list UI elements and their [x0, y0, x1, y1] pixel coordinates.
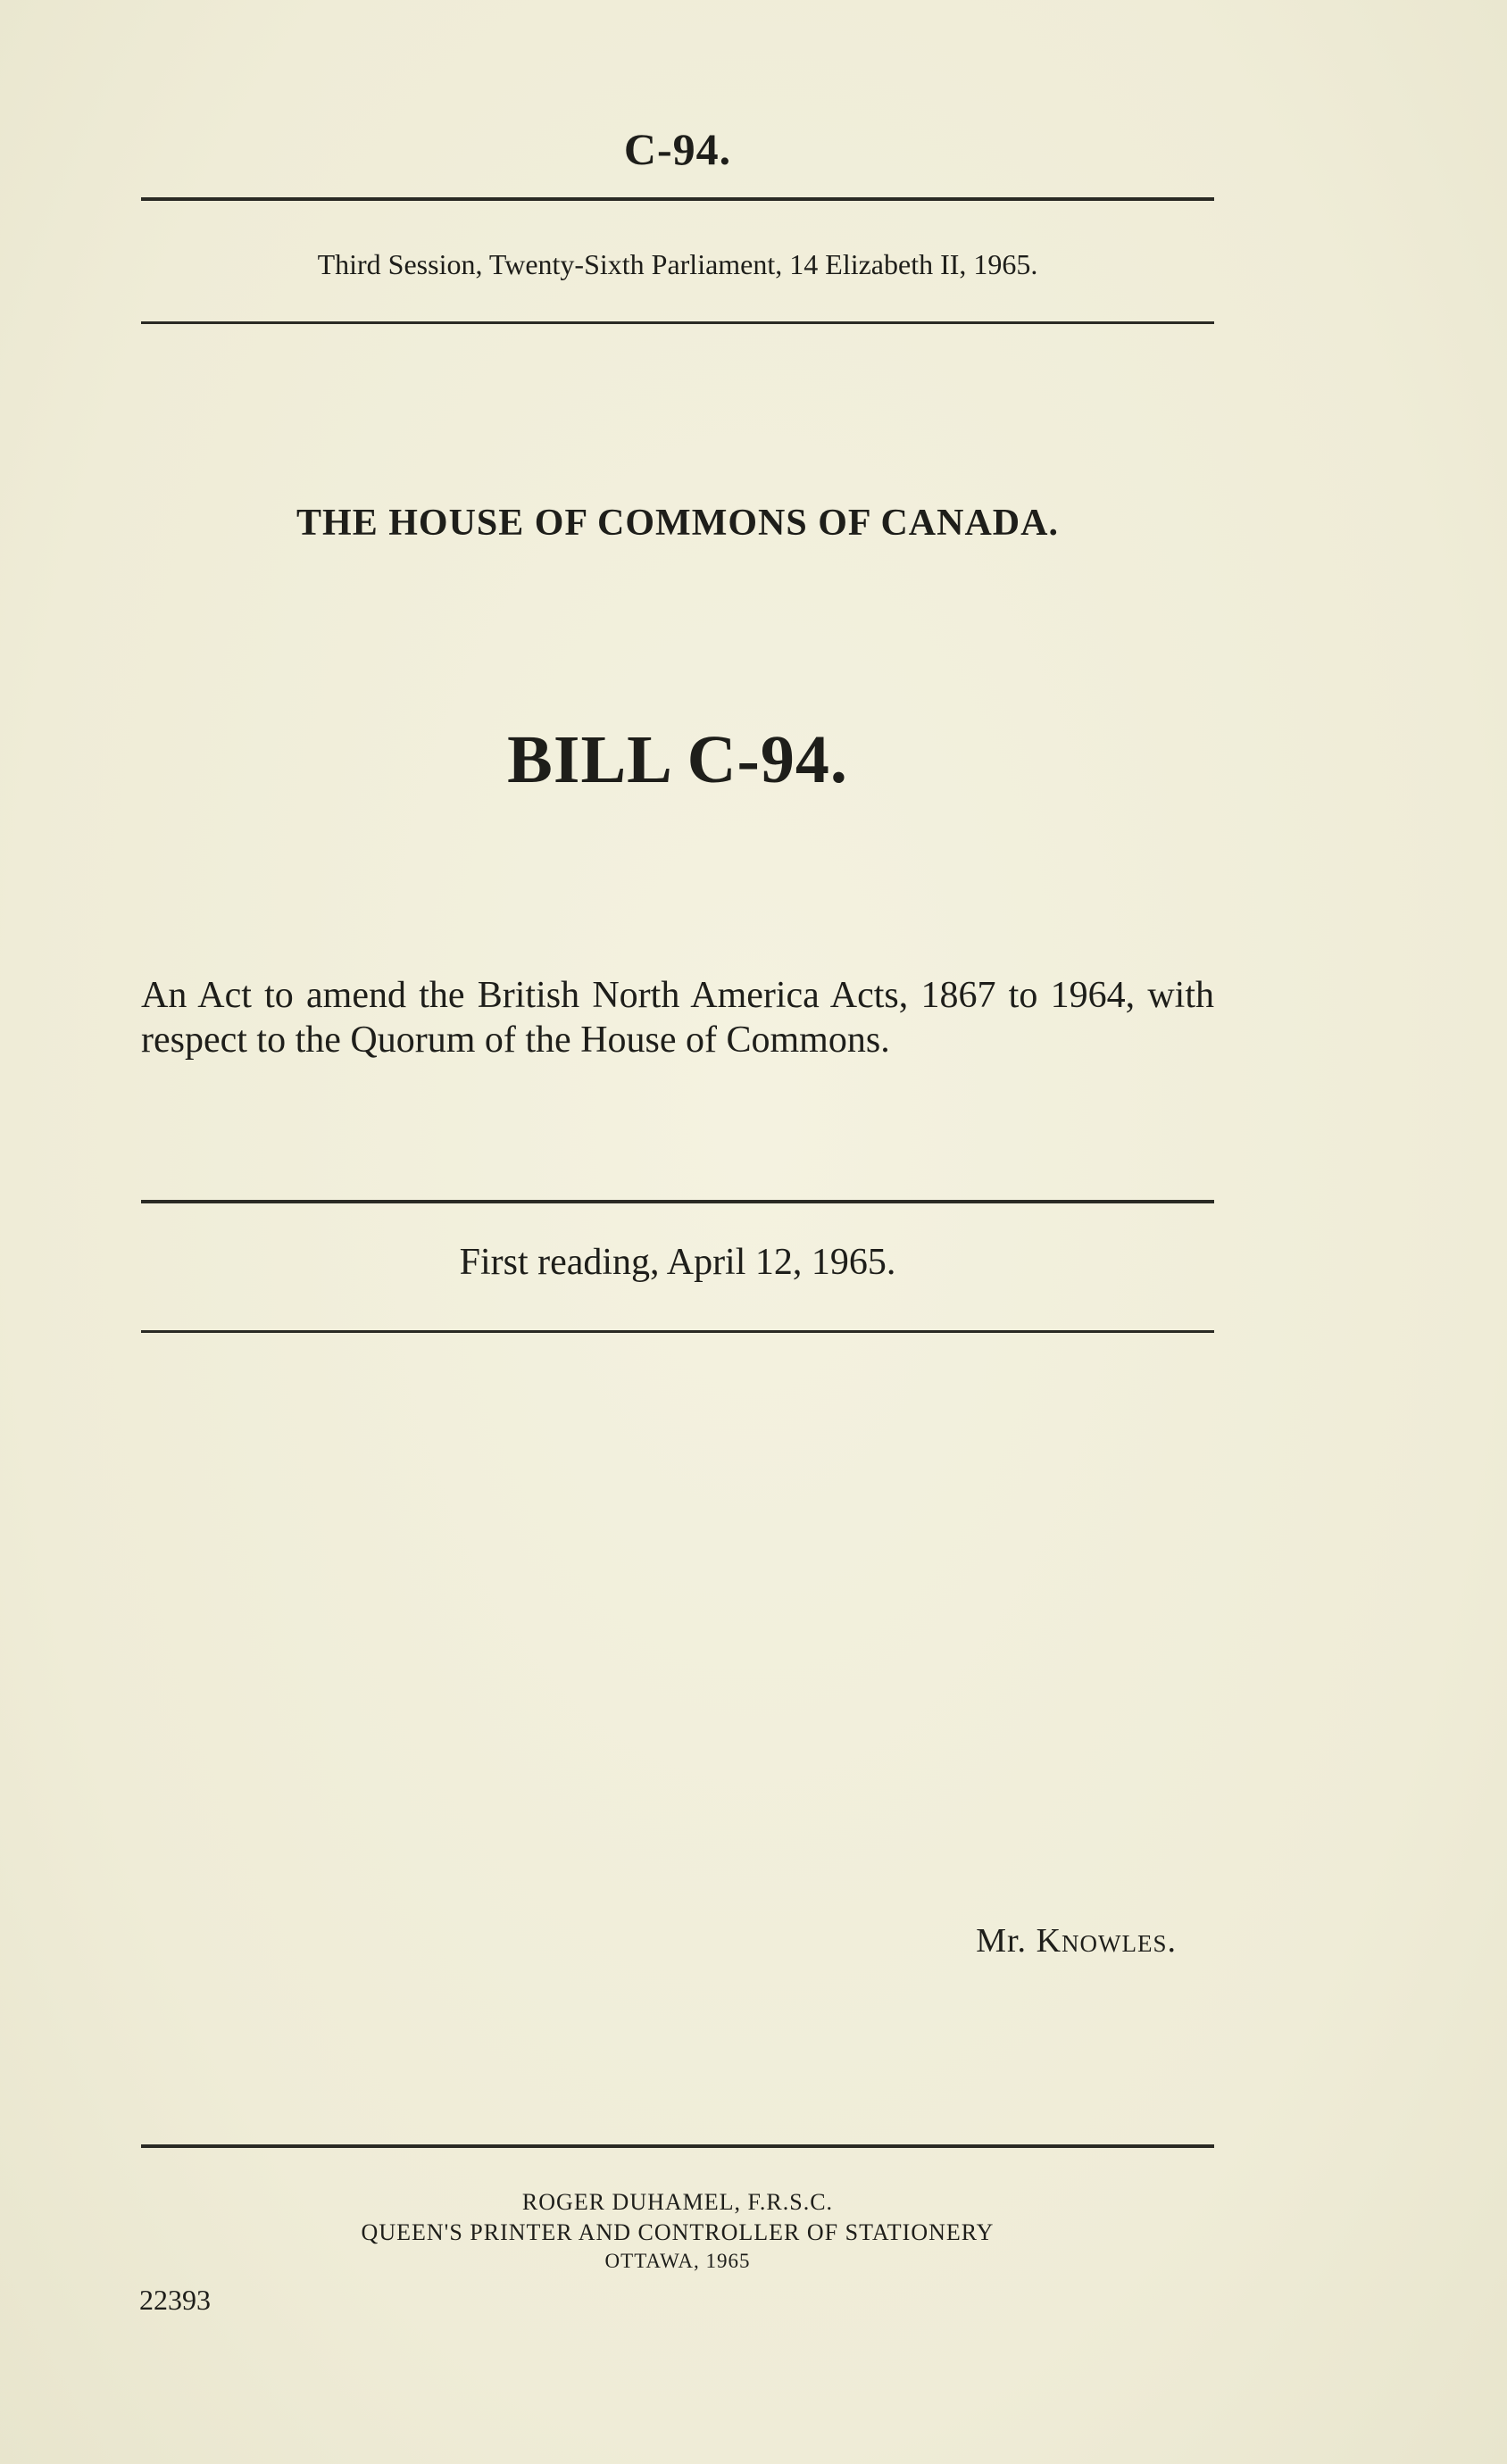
session-rule: [141, 321, 1214, 324]
sponsor: [976, 1921, 1177, 1960]
bill-number-header: C-94.: [623, 124, 732, 174]
reading-top-rule: [141, 1200, 1214, 1203]
sponsor-name: Knowles.: [1036, 1922, 1177, 1960]
first-reading: First reading, April 12, 1965.: [459, 1242, 896, 1283]
print-code: 22393: [139, 2284, 211, 2316]
bill-title: BILL C-94.: [507, 722, 848, 797]
printer-rule: [141, 2144, 1214, 2148]
top-rule: [141, 197, 1214, 201]
act-title: An Act to amend the British North America Acts, 1867 to 1964, with respect to the Quorum of the House of Commons.: [141, 975, 1214, 1061]
printer-name: ROGER DUHAMEL, F.R.S.C.: [521, 2189, 834, 2215]
printer-city: OTTAWA, 1965: [604, 2250, 751, 2272]
printer-title: QUEEN'S PRINTER AND CONTROLLER OF STATIONERY: [361, 2219, 995, 2245]
reading-bottom-rule: [141, 1330, 1214, 1333]
house-heading: THE HOUSE OF COMMONS OF CANADA.: [296, 503, 1059, 544]
sponsor-prefix: Mr.: [976, 1922, 1028, 1960]
session-line: Third Session, Twenty-Sixth Parliament, 14 Elizabeth II, 1965.: [317, 248, 1038, 280]
